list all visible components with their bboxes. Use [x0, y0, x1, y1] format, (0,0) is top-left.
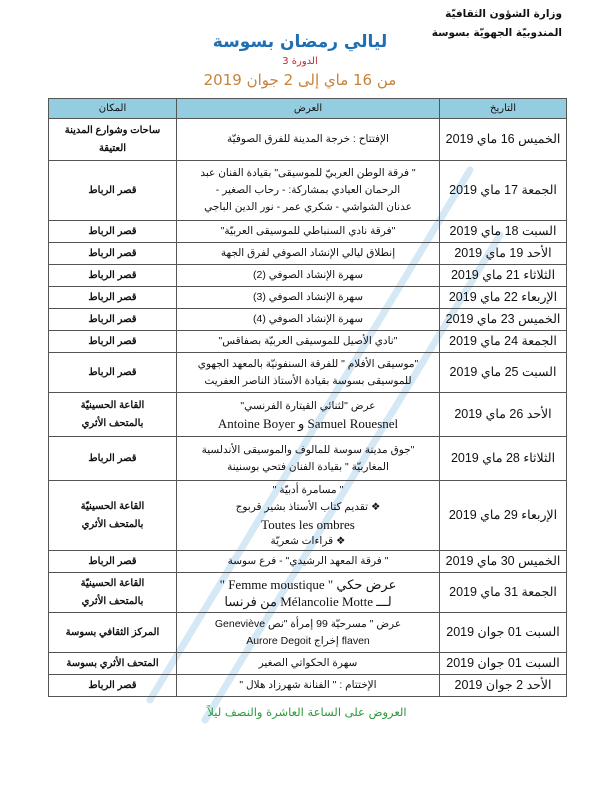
place-line: قصر الرباط	[88, 335, 137, 347]
place-line: القاعة الحسينيّة	[80, 399, 145, 411]
cell-show	[177, 437, 440, 481]
table-row	[49, 287, 567, 309]
place-line: قصر الرباط	[88, 452, 137, 464]
show-line: لـــ Mélancolie Motte من فرنسا	[224, 593, 392, 609]
cell-show	[177, 653, 440, 675]
table-row	[49, 393, 567, 437]
show-line: " مسامرة أدبيّة "	[272, 483, 344, 496]
table-row	[49, 551, 567, 573]
show-line: عرض حكي " Femme moustique "	[219, 576, 397, 592]
cell-place	[49, 653, 177, 675]
place-line: قصر الرباط	[88, 225, 137, 237]
table-row	[49, 353, 567, 393]
place-line: القاعة الحسينيّة	[80, 577, 145, 589]
cell-place	[49, 353, 177, 393]
place-line: بالمتحف الأثري	[81, 595, 144, 607]
show-line: سهرة الإنشاد الصوفي (2)	[252, 269, 363, 281]
place-line: العتيقة	[98, 142, 127, 154]
cell-date: الخميس 30 ماي 2019	[440, 551, 567, 573]
table-row	[49, 481, 567, 551]
cell-show	[177, 353, 440, 393]
table-row	[49, 437, 567, 481]
table-row	[49, 653, 567, 675]
cell-date: الخميس 23 ماي 2019	[440, 309, 567, 331]
cell-place	[49, 161, 177, 221]
cell-show	[177, 613, 440, 653]
cell-date: السبت 18 ماي 2019	[440, 221, 567, 243]
cell-date: الأحد 2 جوان 2019	[440, 675, 567, 697]
cell-date: السبت 01 جوان 2019	[440, 613, 567, 653]
show-line: flaven إخراج Aurore Degoit	[246, 634, 370, 647]
cell-show	[177, 573, 440, 613]
show-line: Toutes les ombres	[261, 516, 355, 532]
place-line: المركز الثقافي بسوسة	[65, 626, 160, 638]
show-line: عرض "لثنائي القيتارة الفرنسي"	[240, 399, 376, 412]
cell-show	[177, 243, 440, 265]
cell-date: السبت 25 ماي 2019	[440, 353, 567, 393]
place-line: قصر الرباط	[88, 247, 137, 259]
column-header-place: المكان	[49, 99, 177, 119]
cell-show	[177, 393, 440, 437]
place-line: ساحات وشوارع المدينة	[64, 124, 161, 136]
cell-show	[177, 221, 440, 243]
show-line: عرض " مسرحيّة 99 إمرأة "نص Geneviève	[214, 617, 402, 630]
show-line: سهرة الحكواتي الصغير	[258, 657, 358, 669]
footer-note: العروض على الساعة العاشرة والنصف ليلاً	[207, 705, 407, 719]
cell-place	[49, 551, 177, 573]
cell-place	[49, 119, 177, 161]
cell-date: الجمعة 24 ماي 2019	[440, 331, 567, 353]
place-line: قصر الرباط	[88, 555, 137, 567]
cell-date: الجمعة 31 ماي 2019	[440, 573, 567, 613]
show-line: " فرقة المعهد الرشيدي" - فرع سوسة	[227, 555, 389, 567]
table-row	[49, 331, 567, 353]
column-header-show: العرض	[177, 99, 440, 119]
show-line: الرحمان العيادي بمشاركة: - رحاب الصغير -	[215, 184, 401, 196]
show-line: "موسيقى الأفلام " للفرقة السنفونيّة بالمعهد الجهوي	[197, 357, 419, 370]
edition-label: الدورة 3	[282, 56, 318, 67]
content-flow	[48, 98, 566, 720]
place-line: قصر الرباط	[88, 679, 137, 691]
cell-show	[177, 287, 440, 309]
table-row	[49, 161, 567, 221]
cell-place	[49, 221, 177, 243]
place-line: القاعة الحسينيّة	[80, 500, 145, 512]
show-line: الإختتام : " الفنانة شهرزاد هلال "	[239, 679, 377, 691]
place-line: قصر الرباط	[88, 184, 137, 196]
show-line: "نادي الأصيل للموسيقى العربيّة بصفاقس"	[218, 335, 398, 347]
cell-place	[49, 243, 177, 265]
cell-show	[177, 675, 440, 697]
cell-place	[49, 613, 177, 653]
table-row	[49, 221, 567, 243]
place-line: قصر الرباط	[88, 313, 137, 325]
place-line: قصر الرباط	[88, 291, 137, 303]
cell-date: الأحد 26 ماي 2019	[440, 393, 567, 437]
program-table	[48, 98, 567, 697]
cell-place	[49, 265, 177, 287]
table-row	[49, 265, 567, 287]
show-line: "فرقة نادي السنباطي للموسيقى العربيّة"	[220, 225, 396, 237]
delegation-name: المندوبيّة الجهويّة بسوسة	[431, 27, 562, 39]
cell-show	[177, 161, 440, 221]
table-row	[49, 119, 567, 161]
cell-place	[49, 393, 177, 437]
cell-show	[177, 119, 440, 161]
ministry-name: وزارة الشؤون الثقافيّة	[445, 8, 562, 20]
table-row	[49, 573, 567, 613]
cell-show	[177, 551, 440, 573]
cell-place	[49, 573, 177, 613]
cell-place	[49, 331, 177, 353]
show-line: سهرة الإنشاد الصوفي (3)	[252, 291, 363, 303]
cell-place	[49, 309, 177, 331]
cell-date: السبت 01 جوان 2019	[440, 653, 567, 675]
cell-date: الثلاثاء 21 ماي 2019	[440, 265, 567, 287]
show-line: " فرقة الوطن العربيّ للموسيقى" بقيادة الفنان عبد	[200, 167, 416, 179]
show-line: ❖ تقديم كتاب الأستاذ بشير قربوج	[235, 500, 381, 513]
date-range: من 16 ماي إلى 2 جوان 2019	[203, 71, 397, 89]
cell-place	[49, 481, 177, 551]
table-row	[49, 309, 567, 331]
cell-place	[49, 675, 177, 697]
show-line: الإفتتاح : خرجة المدينة للفرق الصوفيّة	[227, 133, 389, 145]
table-row	[49, 613, 567, 653]
show-line: Samuel Rouesnel و Antoine Boyer	[217, 415, 399, 431]
place-line: بالمتحف الأثري	[81, 417, 144, 429]
table-row	[49, 675, 567, 697]
show-line: "جوق مدينة سوسة للمالوف والموسيقى الأندلسية	[201, 443, 415, 456]
show-line: للموسيقى بسوسة بقيادة الأستاذ الناصر العفريت	[204, 374, 412, 387]
cell-date: الثلاثاء 28 ماي 2019	[440, 437, 567, 481]
cell-date: الجمعة 17 ماي 2019	[440, 161, 567, 221]
column-header-date: التاريخ	[440, 99, 567, 119]
cell-date: الإربعاء 29 ماي 2019	[440, 481, 567, 551]
cell-show	[177, 481, 440, 551]
page-title: ليالي رمضان بسوسة	[212, 32, 388, 52]
cell-show	[177, 265, 440, 287]
cell-show	[177, 309, 440, 331]
cell-show	[177, 331, 440, 353]
cell-date: الأحد 19 ماي 2019	[440, 243, 567, 265]
cell-place	[49, 437, 177, 481]
show-line: سهرة الإنشاد الصوفي (4)	[252, 313, 363, 325]
cell-date: الخميس 16 ماي 2019	[440, 119, 567, 161]
show-line: عدنان الشواشي - شكري عمر - نور الدين الباجي	[204, 201, 412, 213]
table-row	[49, 243, 567, 265]
place-line: المتحف الأثري بسوسة	[66, 657, 159, 669]
cell-place	[49, 287, 177, 309]
show-line: إنطلاق ليالي الإنشاد الصوفي لفرق الجهة	[220, 247, 396, 259]
table-header-row	[49, 99, 567, 119]
place-line: قصر الرباط	[88, 366, 137, 378]
place-line: بالمتحف الأثري	[81, 518, 144, 530]
show-line: ❖ قراءات شعريّة	[270, 534, 346, 547]
place-line: قصر الرباط	[88, 269, 137, 281]
cell-date: الإربعاء 22 ماي 2019	[440, 287, 567, 309]
show-line: المغاربيّة " بقيادة الفنان فتحي بوسنينة	[227, 460, 389, 473]
